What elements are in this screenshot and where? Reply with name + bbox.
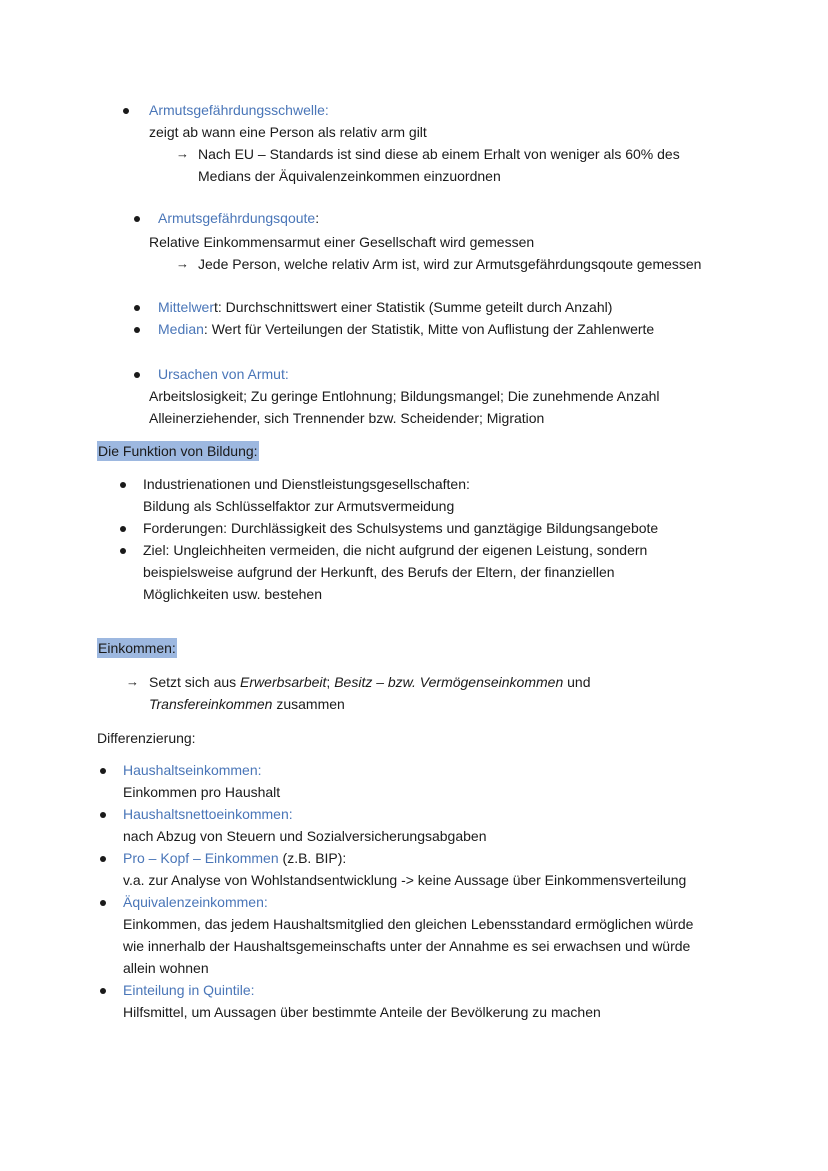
definition-text: Einkommen pro Haushalt	[123, 784, 281, 800]
bullet	[134, 305, 140, 311]
list-item-continuation: Möglichkeiten usw. bestehen	[143, 586, 322, 602]
colon: :	[315, 210, 320, 226]
arrow-icon: →	[176, 256, 189, 271]
bullet	[100, 768, 106, 774]
term-aequivalenzeinkommen: Äquivalenzeinkommen:	[123, 894, 268, 910]
arrow-text: Nach EU – Standards ist sind diese ab einem Erhalt von weniger als 60% des	[198, 146, 680, 162]
definition-text: Alleinerziehender, sich Trennender bzw. Scheidender; Migration	[149, 410, 545, 426]
term-text: Pro – Kopf – Einkommen	[123, 850, 279, 866]
term-text: Mittelwer	[158, 299, 215, 315]
term-text: Armutsgefährdungsqoute	[158, 210, 316, 226]
label-differenzierung: Differenzierung:	[97, 730, 196, 746]
definition-text: t: Durchschnittswert einer Statistik (Summe geteilt durch Anzahl)	[214, 299, 613, 315]
bullet	[123, 108, 129, 114]
text: zusammen	[272, 696, 345, 712]
text: ;	[326, 674, 335, 690]
definition-text: Hilfsmittel, um Aussagen über bestimmte Anteile der Bevölkerung zu machen	[123, 1004, 601, 1020]
definition-text: v.a. zur Analyse von Wohlstandsentwicklung -> keine Aussage über Einkommensverteilung	[123, 872, 687, 888]
term-haushaltseinkommen: Haushaltseinkommen:	[123, 762, 262, 778]
arrow-text: Medians der Äquivalenzeinkommen einzuordnen	[198, 168, 501, 184]
text: und	[563, 674, 591, 690]
term-median	[158, 318, 654, 340]
bullet	[100, 856, 106, 862]
bullet	[134, 216, 140, 222]
term-transfereinkommen: Transfereinkommen	[149, 696, 273, 712]
definition-text: Einkommen, das jedem Haushaltsmitglied den gleichen Lebensstandard ermöglichen würde	[123, 916, 694, 932]
definition-text: zeigt ab wann eine Person als relativ arm gilt	[149, 124, 427, 140]
bullet	[100, 900, 106, 906]
term-armutsgefaehrdungsqoute	[158, 207, 319, 229]
heading-einkommen: Einkommen:	[98, 640, 176, 656]
term-ursachen-von-armut: Ursachen von Armut:	[158, 366, 289, 382]
list-item: Industrienationen und Dienstleistungsgesellschaften:	[143, 476, 470, 492]
arrow-icon: →	[126, 674, 139, 689]
bullet	[120, 548, 126, 554]
term-erwerbsarbeit: Erwerbsarbeit	[240, 674, 327, 690]
bullet	[120, 482, 126, 488]
term-haushaltsnettoeinkommen: Haushaltsnettoeinkommen:	[123, 806, 293, 822]
definition-text: Relative Einkommensarmut einer Gesellschaft wird gemessen	[149, 234, 535, 250]
heading-funktion-von-bildung: Die Funktion von Bildung:	[98, 443, 258, 459]
text: Setzt sich aus	[149, 674, 241, 690]
arrow-text	[149, 671, 590, 693]
list-item-continuation: Bildung als Schlüsselfaktor zur Armutsvermeidung	[143, 498, 455, 514]
definition-text: wie innerhalb der Haushaltsgemeinschafts unter der Annahme es sei erwachsen und würde	[123, 938, 691, 954]
definition-text: nach Abzug von Steuern und Sozialversicherungsabgaben	[123, 828, 487, 844]
list-item: Forderungen: Durchlässigkeit des Schulsystems und ganztägige Bildungsangebote	[143, 520, 659, 536]
arrow-text	[149, 693, 345, 715]
text: (z.B. BIP):	[278, 850, 347, 866]
term-vermoegenseinkommen: Besitz – bzw. Vermögenseinkommen	[334, 674, 564, 690]
term-einteilung-in-quintile: Einteilung in Quintile:	[123, 982, 255, 998]
term-text: Median	[158, 321, 204, 337]
arrow-text: Jede Person, welche relativ Arm ist, wird zur Armutsgefährdungsqoute gemessen	[198, 256, 702, 272]
bullet	[120, 526, 126, 532]
definition-text: Arbeitslosigkeit; Zu geringe Entlohnung; Bildungsmangel; Die zunehmende Anzahl	[149, 388, 660, 404]
definition-text: allein wohnen	[123, 960, 209, 976]
definition-text: : Wert für Verteilungen der Statistik, Mitte von Auflistung der Zahlenwerte	[203, 321, 655, 337]
bullet	[100, 812, 106, 818]
bullet	[134, 372, 140, 378]
arrow-icon: →	[176, 146, 189, 161]
term-mittelwert	[158, 296, 612, 318]
list-item-continuation: beispielsweise aufgrund der Herkunft, des Berufs der Eltern, der finanziellen	[143, 564, 615, 580]
term-pro-kopf-einkommen	[123, 847, 346, 869]
bullet	[134, 327, 140, 333]
bullet	[100, 988, 106, 994]
term-armutsgefaehrdungsschwelle: Armutsgefährdungsschwelle:	[149, 102, 329, 118]
list-item: Ziel: Ungleichheiten vermeiden, die nicht aufgrund der eigenen Leistung, sondern	[143, 542, 648, 558]
